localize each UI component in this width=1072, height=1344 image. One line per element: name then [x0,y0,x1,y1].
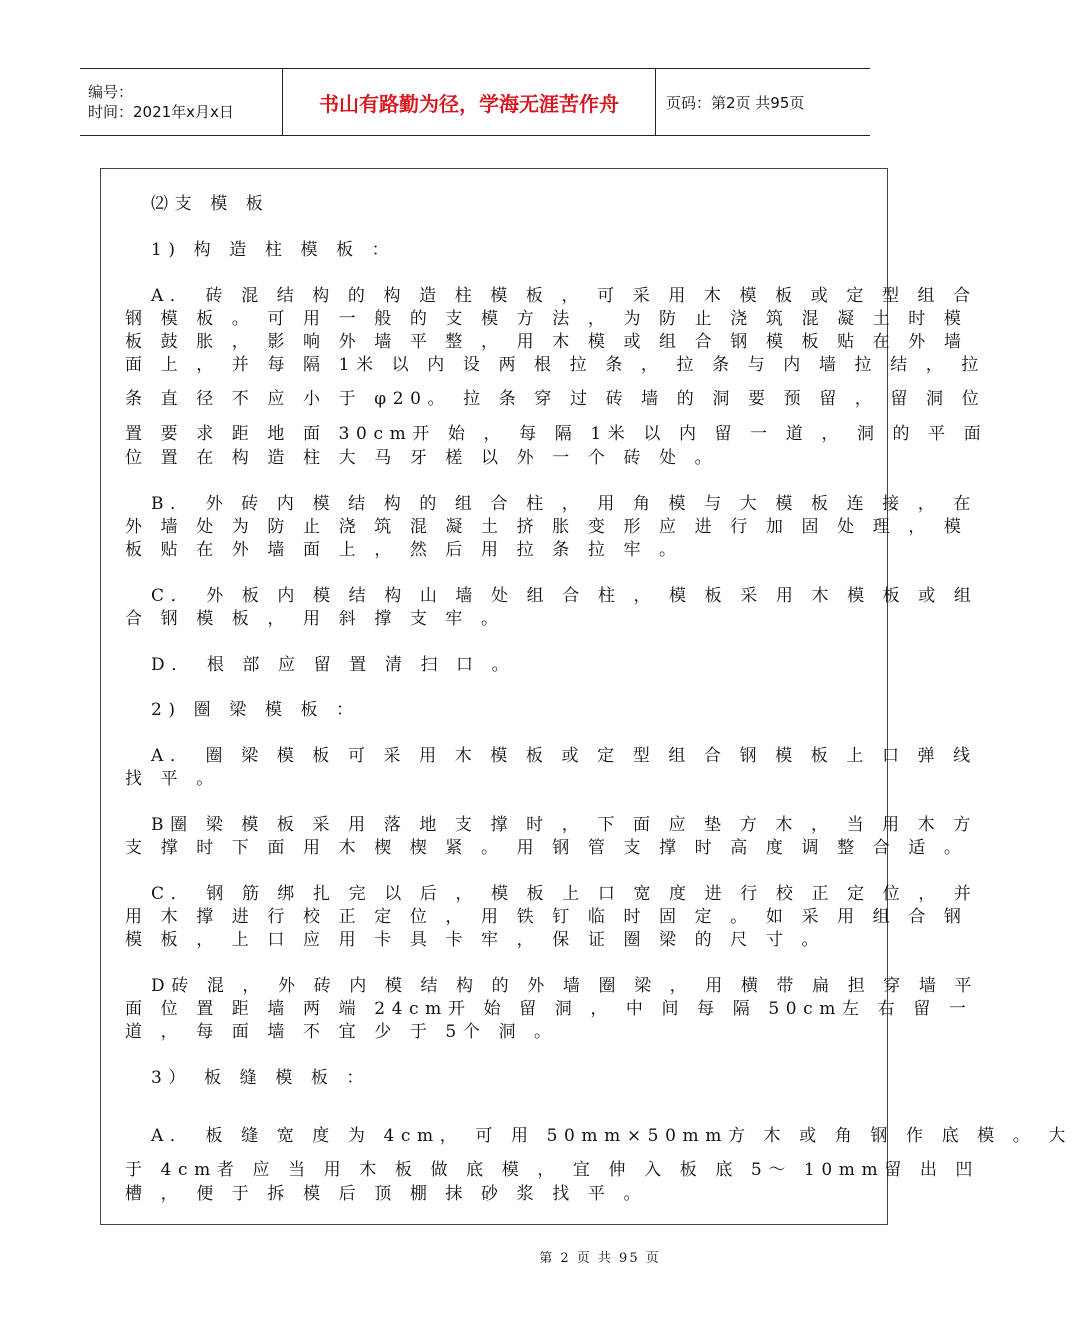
page-footer [0,1247,950,1266]
paragraph-line: 槽 ， 便 于 拆 模 后 顶 棚 抹 砂 浆 找 平 。 [125,1184,648,1204]
paragraph-line: D． 根 部 应 留 置 清 扫 口 。 [151,655,516,675]
document-number-label: 编号： [88,83,134,101]
paragraph-line: 用 木 撑 进 行 校 正 定 位 ， 用 铁 钉 临 时 固 定 。 如 采 用 组 合 钢 [125,907,968,927]
paragraph-line: A． 圈 梁 模 板 可 采 用 木 模 板 或 定 型 组 合 钢 模 板 上 口 弹 线 [151,746,977,766]
paragraph-line: 置 要 求 距 地 面 30cm开 始 ， 每 隔 1米 以 内 留 一 道 ， 洞 的 平 面 [125,424,988,444]
paragraph-line: A． 板 缝 宽 度 为 4cm， 可 用 50mm×50mm方 木 或 角 钢 作 底 模 。 大 [151,1126,1072,1146]
paragraph-line: 面 位 置 距 墙 两 端 24cm开 始 留 洞 ， 中 间 每 隔 50cm左 右 留 一 [125,999,973,1019]
paragraph-line: 外 墙 处 为 防 止 浇 筑 混 凝 土 挤 胀 变 形 应 进 行 加 固 处 理 ， 模 [125,517,968,537]
paragraph-line: A． 砖 混 结 构 的 构 造 柱 模 板 ， 可 采 用 木 模 板 或 定 型 组 合 [151,286,977,306]
header-motto: 书山有路勤为径，学海无涯苦作舟 [282,69,656,135]
paragraph-line: B圈 梁 模 板 采 用 落 地 支 撑 时 ， 下 面 应 垫 方 木 ， 当 用 木 方 [151,815,977,835]
subsection-heading: 1) 构 造 柱 模 板 ： [151,240,396,260]
paragraph-line: 于 4cm者 应 当 用 木 板 做 底 模 ， 宜 伸 入 板 底 5～ 10mm留 出 凹 [125,1160,980,1180]
paragraph-line: 模 板 ， 上 口 应 用 卡 具 卡 牢 ， 保 证 圈 梁 的 尺 寸 。 [125,930,826,950]
subsection-heading: 3） 板 缝 模 板 ： [151,1068,371,1088]
paragraph-line: 面 上 ， 并 每 隔 1米 以 内 设 两 根 拉 条 ， 拉 条 与 内 墙 拉 结 ， 拉 [125,355,985,375]
paragraph-line: 板 鼓 胀 ， 影 响 外 墙 平 整 ， 用 木 模 或 组 合 钢 模 板 贴 在 外 墙 [125,332,968,352]
page-header [80,68,870,136]
footer-page-number: 第 2 页 共 95 页 [539,1251,661,1266]
paragraph-line: 合 钢 模 板 ， 用 斜 撑 支 牢 。 [125,609,505,629]
paragraph-line: 位 置 在 构 造 柱 大 马 牙 槎 以 外 一 个 砖 处 。 [125,448,719,468]
paragraph-line: B． 外 砖 内 模 结 构 的 组 合 柱 ， 用 角 模 与 大 模 板 连 接 ， 在 [151,494,977,514]
section-heading: ⑵支 模 板 [151,194,270,214]
paragraph-line: 钢 模 板 。 可 用 一 般 的 支 模 方 法 ， 为 防 止 浇 筑 混 凝 土 时 模 [125,309,968,329]
header-info [80,69,282,135]
paragraph-line: C． 外 板 内 模 结 构 山 墙 处 组 合 柱 ， 模 板 采 用 木 模 板 或 组 [151,586,978,606]
paragraph-line: 道 ， 每 面 墙 不 宜 少 于 5个 洞 。 [125,1022,558,1042]
subsection-heading: 2) 圈 梁 模 板 ： [151,700,360,720]
content-box [100,168,1072,1225]
paragraph-line: 条 直 径 不 应 小 于 φ20。 拉 条 穿 过 砖 墙 的 洞 要 预 留 ， 留 洞 位 [125,389,986,409]
paragraph-line: C． 钢 筋 绑 扎 完 以 后 ， 模 板 上 口 宽 度 进 行 校 正 定 位 ， 并 [151,884,978,904]
header-page-number: 页码：第2页 共95页 [666,93,805,112]
paragraph-line: 找 平 。 [125,769,220,789]
paragraph-line: D砖 混 ， 外 砖 内 模 结 构 的 外 墙 圈 梁 ， 用 横 带 扁 担 穿 墙 平 [151,976,979,996]
paragraph-line: 支 撑 时 下 面 用 木 楔 楔 紧 。 用 钢 管 支 撑 时 高 度 调 整 合 适 。 [125,838,968,858]
document-date-label: 时间：2021年x月x日 [88,103,234,121]
paragraph-line: 板 贴 在 外 墙 面 上 ， 然 后 用 拉 条 拉 牢 。 [125,540,683,560]
